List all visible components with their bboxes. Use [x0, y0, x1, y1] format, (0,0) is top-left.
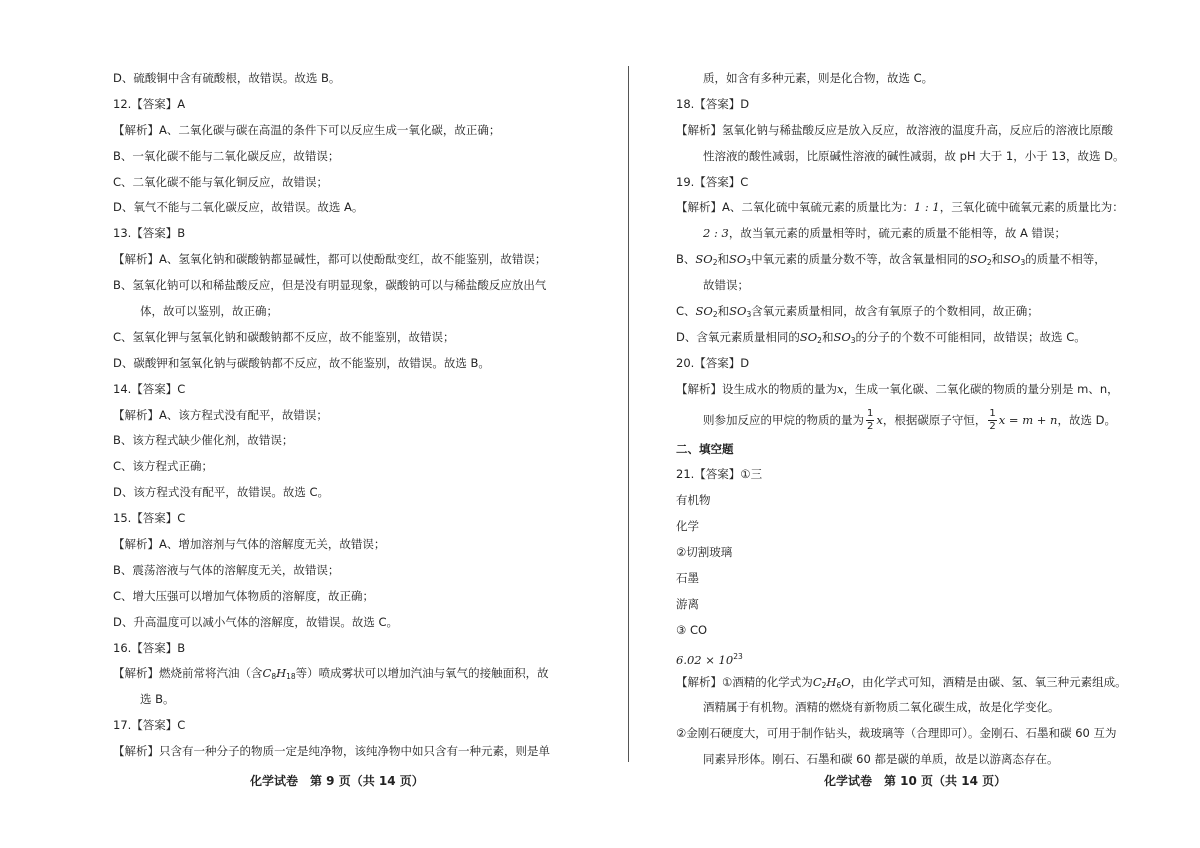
text-span: 中氧元素的质量分数不等，故含氧量相同的 [751, 252, 970, 267]
text-line: 【解析】A、氢氧化钠和碳酸钠都显碱性，都可以使酚酞变红，故不能鉴别，故错误； [113, 252, 547, 267]
text-span: 【解析】A、二氧化硫中氧硫元素的质量比为： [676, 200, 914, 215]
text-line: 【解析】A、二氧化碳与碳在高温的条件下可以反应生成一氧化碳，故正确； [113, 122, 501, 137]
answer-20: 20.【答案】D [676, 355, 750, 370]
text-line: B、震荡溶液与气体的溶解度无关，故错误； [113, 562, 340, 577]
text-line [676, 670, 1146, 696]
formula-so: SO [833, 329, 851, 344]
answer-21: 21.【答案】①三 [676, 467, 763, 482]
text-span: 和 [821, 329, 834, 344]
formula-sub: 2 [986, 258, 992, 268]
text-line: 质，如含有多种元素，则是化合物，故选 C。 [703, 71, 934, 85]
right-column [676, 66, 1146, 773]
formula-o: O [841, 674, 851, 689]
page-footer-right: 化学试卷 第 10 页（共 14 页） [824, 774, 1007, 788]
text-line [676, 325, 1146, 351]
formula-c: C [812, 674, 822, 689]
formula-h: H [826, 674, 837, 689]
variable-x: x [876, 412, 883, 427]
text-line: C、二氧化碳不能与氧化铜反应，故错误； [113, 174, 329, 189]
text-span: 的分子的个数不可能相同，故错误；故选 C。 [855, 329, 1086, 344]
formula-so: SO [1003, 252, 1021, 267]
left-column [113, 66, 595, 765]
text-span: 含氧元素质量相同，故含有氧原子的个数相同，故正确； [751, 304, 1039, 319]
section-heading: 二、填空题 [676, 441, 734, 456]
equation: = m + n [1008, 412, 1058, 427]
variable-x: x [837, 381, 844, 396]
answer-18: 18.【答案】D [676, 96, 750, 111]
text-line: 体，故可以鉴别，故正确； [140, 304, 278, 319]
formula-sub: 2 [821, 680, 827, 690]
ratio: 2 : 3 [703, 226, 729, 241]
formula-sub: 3 [1020, 258, 1026, 268]
answer-14: 14.【答案】C [113, 381, 186, 396]
text-span: B、 [676, 252, 696, 267]
text-line: ②金刚石硬度大，可用于制作钻头，裁玻璃等（合理即可）。金刚石、石墨和碳 60 互为 [676, 726, 1117, 741]
formula-so: SO [695, 304, 713, 319]
variable-x: x [998, 412, 1006, 427]
text-line [676, 299, 1146, 325]
text-span: 等）喷成雾状可以增加汽油与氧气的接触面积，故 [295, 666, 549, 681]
exponent: 23 [733, 651, 743, 661]
text-line: 游离 [676, 596, 699, 611]
formula-sub: 2 [817, 335, 822, 345]
fraction [988, 408, 996, 433]
column-divider [628, 66, 629, 762]
text-span: ，由化学式可知，酒精是由碳、氢、氧三种元素组成。 [850, 674, 1127, 689]
text-line [676, 247, 1146, 273]
text-line [676, 377, 1146, 403]
text-span: ，故选 D。 [1057, 412, 1116, 427]
formula-h: H [276, 666, 287, 681]
formula-sub: 6 [836, 680, 842, 690]
text-line: 故错误； [703, 278, 749, 293]
formula-so: SO [969, 252, 987, 267]
formula-sub: 8 [271, 672, 277, 682]
text-span: ，三氧化硫中硫氧元素的质量比为： [939, 200, 1124, 215]
text-line: C、氢氧化钾与氢氧化钠和碳酸钠都不反应，故不能鉴别，故错误； [113, 329, 455, 344]
fraction-numerator: 1 [989, 407, 996, 419]
formula-sub: 18 [286, 672, 296, 682]
text-line: 【解析】A、增加溶剂与气体的溶解度无关，故错误； [113, 537, 386, 552]
number: 6.02 × 10 [676, 652, 734, 667]
answer-15: 15.【答案】C [113, 511, 186, 526]
text-line: ③ CO [676, 622, 708, 637]
text-span: 和 [717, 304, 730, 319]
text-line: 性溶液的酸性减弱，比原碱性溶液的碱性减弱，故 pH 大于 1，小于 13，故选 D。 [703, 148, 1125, 163]
text-line: D、碳酸钾和氢氧化钠与碳酸钠都不反应，故不能鉴别，故错误。故选 B。 [113, 355, 490, 370]
formula-sub: 2 [712, 310, 718, 320]
text-span: 的质量不相等， [1025, 252, 1106, 267]
formula-sub: 3 [746, 258, 752, 268]
text-span: C、 [676, 304, 696, 319]
text-line: D、氧气不能与二氧化碳反应，故错误。故选 A。 [113, 200, 364, 215]
text-line: 【解析】A、该方程式没有配平，故错误； [113, 407, 328, 422]
text-line: 化学 [676, 519, 699, 534]
text-span: 【解析】设生成水的物质的量为 [676, 381, 837, 396]
text-line: 【解析】只含有一种分子的物质一定是纯净物，该纯净物中如只含有一种元素，则是单 [113, 744, 550, 759]
formula-c: C [262, 666, 272, 681]
text-line: D、该方程式没有配平，故错误。故选 C。 [113, 485, 330, 500]
text-span: 和 [991, 252, 1004, 267]
text-span: 【解析】燃烧前常将汽油（含 [113, 666, 263, 681]
text-span: ，生成一氧化碳、二氧化碳的物质的量分别是 m、n， [843, 381, 1119, 396]
text-line: C、该方程式正确； [113, 459, 214, 474]
text-line [676, 644, 1146, 670]
text-span: 和 [717, 252, 729, 267]
text-line: 同素异形体。刚石、石墨和碳 60 都是碳的单质，故是以游离态存在。 [703, 752, 1059, 767]
text-line: D、硫酸铜中含有硫酸根，故错误。故选 B。 [113, 71, 341, 85]
answer-16: 16.【答案】B [113, 640, 186, 655]
formula-so: SO [729, 304, 747, 319]
text-line: B、该方程式缺少催化剂，故错误； [113, 433, 294, 448]
fraction-denominator: 2 [989, 420, 996, 432]
formula-so: SO [695, 252, 713, 267]
fraction-denominator: 2 [867, 420, 874, 432]
text-span: 则参加反应的甲烷的物质的量为 [703, 412, 864, 427]
text-line: 有机物 [676, 493, 711, 508]
formula-sub: 2 [712, 258, 718, 268]
text-line: B、氢氧化钠可以和稀盐酸反应，但是没有明显现象，碳酸钠可以与稀盐酸反应放出气 [113, 278, 547, 293]
text-line: 石墨 [676, 571, 699, 586]
text-line [676, 195, 1146, 221]
answer-13: 13.【答案】B [113, 226, 186, 241]
text-line: 酒精属于有机物。酒精的燃烧有新物质二氧化碳生成，故是化学变化。 [703, 700, 1060, 715]
formula-sub: 3 [850, 335, 856, 345]
text-span: 【解析】①酒精的化学式为 [676, 674, 813, 689]
text-line: 【解析】氢氧化钠与稀盐酸反应是放入反应，故溶液的温度升高，反应后的溶液比原酸 [676, 122, 1113, 137]
text-span: ，根据碳原子守恒， [882, 412, 987, 427]
answer-19: 19.【答案】C [676, 174, 749, 189]
ratio: 1 : 1 [913, 200, 940, 215]
formula-so: SO [799, 329, 818, 344]
fraction [866, 408, 874, 433]
text-line [676, 221, 1146, 247]
formula-sub: 3 [746, 310, 752, 320]
text-line: C、增大压强可以增加气体物质的溶解度，故正确； [113, 588, 375, 603]
fraction-numerator: 1 [867, 407, 874, 419]
answer-12: 12.【答案】A [113, 96, 186, 111]
text-line: ②切割玻璃 [676, 545, 733, 560]
text-span: D、含氧元素质量相同的 [676, 329, 800, 344]
text-line: B、一氧化碳不能与二氧化碳反应，故错误； [113, 148, 340, 163]
answer-17: 17.【答案】C [113, 718, 186, 733]
text-line-formula [113, 661, 595, 687]
text-line-fraction [676, 403, 1146, 437]
text-span: ，故当氧元素的质量相等时，硫元素的质量不能相等，故 A 错误； [728, 226, 1067, 241]
text-line: 选 B。 [140, 692, 175, 707]
formula-so: SO [728, 252, 747, 267]
text-line: D、升高温度可以减小气体的溶解度，故错误。故选 C。 [113, 614, 399, 629]
page-footer-left: 化学试卷 第 9 页（共 14 页） [250, 774, 424, 788]
